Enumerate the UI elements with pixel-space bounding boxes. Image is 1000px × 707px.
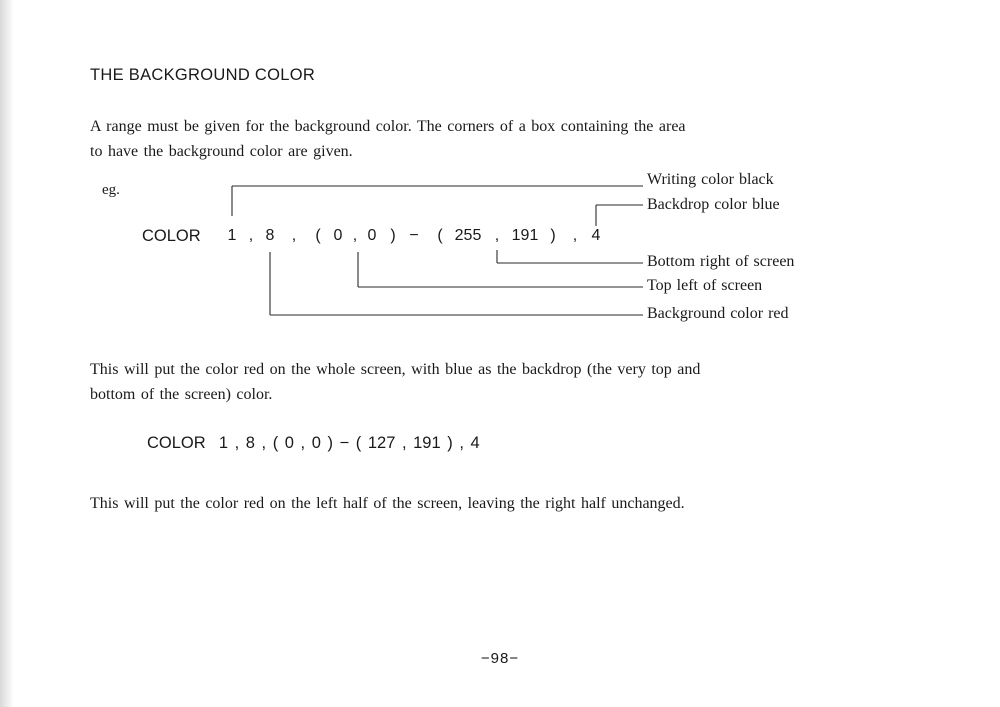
- token-paren-close: ): [550, 227, 556, 244]
- example-label: eg.: [102, 182, 120, 198]
- explanation-paragraph-2: This will put the color red on the left half of the screen, leaving the right half unchanged.: [90, 495, 685, 512]
- token-comma: ,: [291, 227, 297, 244]
- annotation-backdrop-color: Backdrop color blue: [647, 196, 780, 213]
- token-paren-open: (: [315, 227, 321, 244]
- token-backdrop-color: 4: [591, 227, 601, 244]
- token-paren-open: (: [437, 227, 443, 244]
- page-number: −98−: [480, 650, 520, 667]
- token-writing-color: 1: [227, 227, 237, 244]
- annotation-bottom-right: Bottom right of screen: [647, 253, 795, 270]
- explanation-1-line-2: bottom of the screen) color.: [90, 386, 273, 403]
- token-comma: ,: [248, 227, 254, 244]
- annotation-top-left: Top left of screen: [647, 277, 763, 294]
- section-heading: THE BACKGROUND COLOR: [90, 66, 316, 84]
- annotation-background-color: Background color red: [647, 305, 789, 322]
- token-y2: 191: [511, 227, 539, 244]
- example-2-code: COLOR 1 , 8 , ( 0 , 0 ) − ( 127 , 191 ) , 4: [147, 434, 480, 452]
- token-dash: −: [409, 227, 419, 244]
- annotation-writing-color: Writing color black: [647, 171, 774, 188]
- token-comma: ,: [494, 227, 500, 244]
- intro-line-2: to have the background color are given.: [90, 143, 353, 160]
- token-x1: 0: [333, 227, 343, 244]
- token-paren-close: ): [390, 227, 396, 244]
- explanation-paragraph-1: [90, 357, 700, 407]
- token-comma: ,: [352, 227, 358, 244]
- example-keyword: COLOR: [142, 227, 201, 245]
- token-y1: 0: [367, 227, 377, 244]
- token-x2: 255: [454, 227, 482, 244]
- explanation-1-line-1: This will put the color red on the whole screen, with blue as the backdrop (the very top and: [90, 361, 701, 378]
- token-comma: ,: [572, 227, 578, 244]
- token-background-color: 8: [265, 227, 275, 244]
- intro-line-1: A range must be given for the background color. The corners of a box containing the area: [90, 118, 686, 135]
